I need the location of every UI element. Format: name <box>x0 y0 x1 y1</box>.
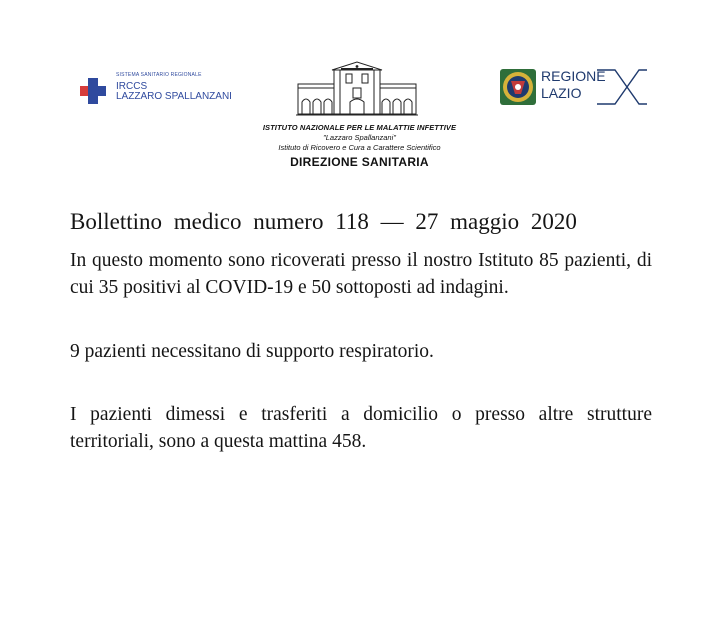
letterhead <box>0 0 719 190</box>
bulletin-title: Bollettino medico numero 118 — 27 maggio 2020 <box>70 209 577 234</box>
logo-caption: SISTEMA SANITARIO REGIONALE <box>116 72 202 78</box>
logo-irccs: IRCCS <box>116 81 148 92</box>
hospital-building-icon <box>296 58 418 116</box>
lazio-word: LAZIO <box>541 85 582 101</box>
logo-lazzaro: LAZZARO SPALLANZANI <box>116 91 232 102</box>
spallanzani-logo <box>80 70 250 104</box>
bulletin-paragraph-discharges: I pazienti dimessi e trasferiti a domicilio o presso altre strutture territoriali, sono a questa mattina 458. <box>70 404 652 452</box>
regione-lazio-text <box>541 68 606 102</box>
bulletin-body <box>70 205 652 455</box>
regione-lazio-logo <box>499 68 649 110</box>
department-name: DIREZIONE SANITARIA <box>290 155 429 169</box>
institute-name: ISTITUTO NAZIONALE PER LE MALATTIE INFETTIVE <box>262 123 457 132</box>
health-cross-icon <box>80 78 106 104</box>
regione-word: REGIONE <box>541 68 606 84</box>
bulletin-paragraph-admissions: In questo momento sono ricoverati presso il nostro Istituto 85 pazienti, di cui 35 positivi al COVID-19 e 50 sottoposti ad indagini. <box>70 250 652 298</box>
bulletin-paragraph-respiratory: 9 pazienti necessitano di supporto respiratorio. <box>70 341 434 362</box>
institute-type: Istituto di Ricovero e Cura a Carattere Scientifico <box>278 143 441 152</box>
lazio-emblem-icon <box>499 68 537 106</box>
institute-dedication: "Lazzaro Spallanzani" <box>323 133 396 142</box>
institute-heading <box>200 123 519 169</box>
regione-arrow-icon <box>597 68 647 106</box>
